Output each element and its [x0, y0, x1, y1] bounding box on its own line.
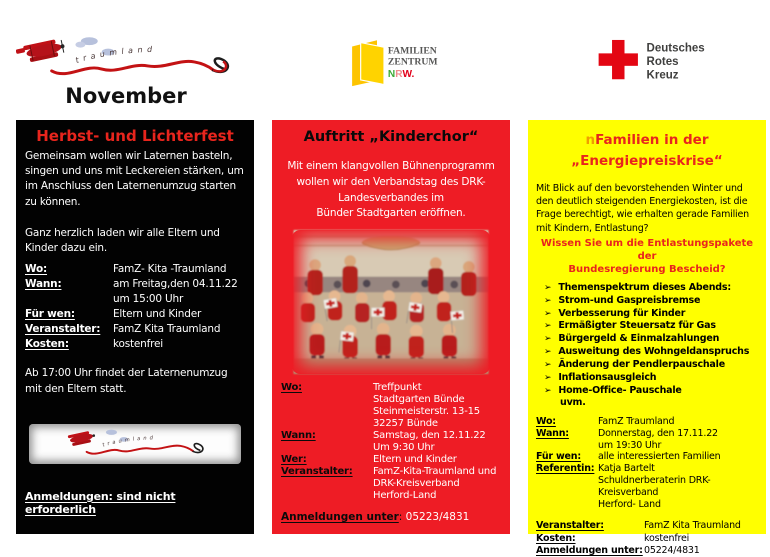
detail-value: 05224/4831 — [644, 544, 700, 556]
arrow-bullet-icon: ➢ — [544, 283, 552, 294]
ribbon-icon — [87, 445, 194, 453]
detail-row — [25, 277, 245, 307]
plane-icon — [16, 38, 66, 65]
detail-value: FamZ- Kita -Traumland — [113, 263, 227, 276]
detail-row — [25, 307, 245, 322]
topic-list — [544, 282, 758, 410]
detail-value: Eltern und Kinder — [373, 454, 457, 465]
detail-value: FamZ Traumland — [598, 416, 675, 428]
svg-text:ZENTRUM: ZENTRUM — [387, 56, 438, 68]
detail-row — [536, 533, 758, 545]
list-item: ➢ Ermäßigter Steuersatz für Gas — [544, 320, 716, 332]
panel-herbstfest — [16, 120, 254, 534]
detail-label: Wer: — [281, 454, 307, 465]
right-footer-details — [536, 520, 758, 557]
detail-value: FamZ-Kita-Traumland und DRK-Kreisverband Herford-Land — [373, 466, 497, 501]
list-item: uvm. — [560, 397, 586, 409]
detail-value: kostenfrei — [113, 337, 163, 350]
list-item: ➢ Ausweitung des Wohngeldanspruchs — [544, 346, 750, 358]
panel-energiepreiskrise — [528, 120, 766, 556]
arrow-bullet-icon: ➢ — [544, 321, 552, 332]
svg-text:Rotes: Rotes — [646, 55, 679, 68]
detail-row — [281, 430, 501, 454]
svg-text:Deutsches: Deutsches — [646, 42, 705, 55]
detail-value: am Freitag,den 04.11.22 um 15:00 Uhr — [113, 278, 238, 306]
detail-label: Anmeldungen unter: — [536, 544, 643, 556]
list-item: ➢ Verbesserung für Kinder — [544, 307, 686, 319]
detail-row — [536, 545, 758, 557]
traumland-logo — [16, 32, 234, 86]
detail-value: Treffpunkt Stadtgarten Bünde Steinmeisterstr. 13-15 32257 Bünde — [373, 382, 480, 429]
detail-label: Wann: — [536, 427, 569, 439]
middle-footer: Anmeldungen unter: 05223/4831 — [281, 511, 470, 523]
detail-label: Veranstalter: — [25, 322, 101, 335]
arrow-bullet-icon: ➢ — [544, 372, 552, 383]
detail-row — [25, 322, 245, 337]
detail-label: Für wen: — [25, 308, 75, 321]
detail-value: FamZ Kita Traumland — [644, 520, 741, 532]
plane-icon — [68, 430, 97, 447]
choir-photo — [292, 230, 490, 374]
ribbon-icon — [52, 61, 214, 73]
detail-label: Kosten: — [25, 337, 69, 350]
middle-intro: Mit einem klangvollen Bühnenprogramm wollen wir den Verbandstag des DRK- Landesverbandes im Bünder Stadtgarten eröffnen. — [287, 160, 495, 220]
month-title: November — [65, 84, 187, 108]
svg-text:traumland: traumland — [74, 44, 157, 65]
list-item: ➢ Strom-und Gaspreisbremse — [544, 294, 701, 306]
detail-row — [281, 466, 501, 502]
detail-value: Donnerstag, den 17.11.22 um 19:30 Uhr — [598, 427, 718, 451]
detail-row — [281, 454, 501, 466]
list-item: ➢ Inflationsausgleich — [544, 371, 657, 383]
detail-value: Katja Bartelt Schuldnerberaterin DRK- Kreisverband Herford- Land — [598, 463, 711, 510]
detail-label: Wo: — [25, 263, 48, 276]
detail-row — [536, 416, 758, 428]
detail-row — [536, 463, 758, 510]
arrow-bullet-icon: ➢ — [544, 334, 552, 345]
middle-details — [281, 382, 501, 502]
detail-value: Eltern und Kinder — [113, 308, 202, 321]
detail-label: Wann: — [25, 278, 62, 291]
panel-kinderchor — [272, 120, 510, 534]
traumland-strip — [29, 424, 241, 464]
detail-label: Referentin: — [536, 463, 595, 475]
middle-title: Auftritt „Kinderchor“ — [303, 129, 479, 145]
right-details — [536, 416, 758, 510]
arrow-bullet-icon: ➢ — [544, 347, 552, 358]
detail-row — [536, 451, 758, 463]
detail-value: alle interessierten Familien — [598, 451, 721, 463]
left-intro-1: Gemeinsam wollen wir Laternen basteln, singen und uns mit Leckereien stärken, um im Anschluss den Laternenumzug starten zu können. — [25, 150, 244, 208]
right-question: Wissen Sie um die Entlastungspakete der Bundesregierung Bescheid? — [540, 238, 754, 276]
list-item: ➢ Bürgergeld & Einmalzahlungen — [544, 333, 720, 345]
detail-label: Wo: — [281, 382, 302, 393]
detail-label: Für wen: — [536, 451, 581, 463]
detail-row — [25, 337, 245, 352]
detail-label: Kosten: — [536, 532, 576, 544]
detail-label: Wann: — [281, 430, 316, 441]
detail-row — [281, 382, 501, 430]
left-intro-2: Ganz herzlich laden wir alle Eltern und Kinder dazu ein. — [25, 226, 220, 255]
detail-row — [536, 520, 758, 532]
detail-label: Wo: — [536, 416, 556, 428]
folded-card-icon — [352, 40, 384, 86]
svg-text:Kreuz: Kreuz — [646, 69, 679, 82]
left-footer: Anmeldungen: sind nicht erforderlich — [25, 489, 176, 516]
drk-logo — [595, 39, 723, 85]
registration-label: Anmeldungen unter — [281, 511, 399, 523]
detail-value: FamZ Kita Traumland — [113, 322, 221, 335]
list-item: ➢ Home-Office- Pauschale — [544, 384, 682, 396]
detail-value: Samstag, den 12.11.22 Um 9:30 Uhr — [373, 430, 486, 453]
arrow-bullet-icon: ➢ — [544, 359, 552, 370]
arrow-bullet-icon: ➢ — [544, 295, 552, 306]
familienzentrum-logo — [349, 30, 447, 94]
traumland-logo — [36, 427, 234, 461]
detail-row — [25, 262, 245, 277]
stray-letter: n — [585, 132, 596, 148]
detail-value: kostenfrei — [644, 532, 690, 544]
detail-label: Veranstalter: — [536, 520, 604, 532]
list-item: ➢ Themenspektrum dieses Abends: — [544, 282, 731, 294]
detail-label: Veranstalter: — [281, 466, 353, 477]
phone-number: 05223/4831 — [405, 511, 470, 523]
left-note: Ab 17:00 Uhr findet der Laternenumzug mit den Eltern statt. — [25, 366, 228, 395]
right-title: nFamilien in der „Energiepreiskrise“ — [571, 132, 723, 169]
choir-photo-illustration — [292, 230, 490, 374]
svg-text:FAMILIEN: FAMILIEN — [387, 45, 437, 57]
left-title: Herbst- und Lichterfest — [36, 127, 234, 145]
arrow-bullet-icon: ➢ — [544, 385, 552, 396]
red-cross-icon — [599, 40, 638, 79]
arrow-bullet-icon: ➢ — [544, 308, 552, 319]
right-intro: Mit Blick auf den bevorstehenden Winter und den deutlich steigenden Energiekosten, ist die Frage berechtigt, wie erhalten gerade Familien mit Kindern, Entlastung? — [536, 182, 749, 234]
svg-text:NRW.: NRW. — [387, 68, 415, 80]
svg-text:traumland: traumland — [101, 435, 156, 449]
list-item: ➢ Änderung der Pendlerpauschale — [544, 358, 725, 370]
detail-row — [536, 428, 758, 452]
